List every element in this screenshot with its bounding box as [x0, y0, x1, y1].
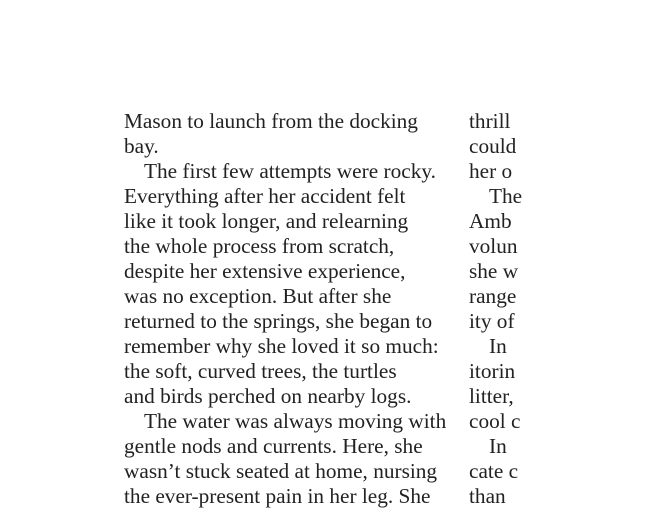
text-line: gentle nods and currents. Here, she — [124, 434, 423, 458]
text-line: despite her extensive experience, — [124, 259, 406, 283]
text-line: returned to the springs, she began to — [124, 309, 433, 333]
text-line: could — [469, 134, 517, 158]
text-line: bay. — [124, 134, 159, 158]
text-column-left — [124, 109, 447, 509]
text-line: thrill — [469, 109, 511, 133]
text-line: was no exception. But after she — [124, 284, 392, 308]
text-line: the soft, curved trees, the turtles — [124, 359, 397, 383]
text-line: litter, — [469, 384, 514, 408]
text-line: wasn’t stuck seated at home, nursing — [124, 459, 438, 483]
text-line: she w — [469, 259, 519, 283]
text-line: Amb — [469, 209, 512, 233]
text-line: than — [469, 484, 506, 508]
text-line: cate c — [469, 459, 519, 483]
text-line: and birds perched on nearby logs. — [124, 384, 412, 408]
text-line: The — [489, 184, 523, 208]
text-line: In — [489, 334, 507, 358]
text-line: itorin — [469, 359, 516, 383]
text-line: Everything after her accident felt — [124, 184, 406, 208]
text-column-right — [469, 109, 669, 509]
text-line: her o — [469, 159, 513, 183]
text-line: In — [489, 434, 507, 458]
text-line: volun — [469, 234, 518, 258]
text-line: Mason to launch from the docking — [124, 109, 418, 133]
text-line: the ever-present pain in her leg. She — [124, 484, 431, 508]
text-line: ity of — [469, 309, 515, 333]
text-line: The water was always moving with — [144, 409, 447, 433]
text-line: cool c — [469, 409, 521, 433]
text-line: range — [469, 284, 517, 308]
text-line: The first few attempts were rocky. — [144, 159, 436, 183]
text-line: the whole process from scratch, — [124, 234, 395, 258]
text-line: remember why she loved it so much: — [124, 334, 439, 358]
text-line: like it took longer, and relearning — [124, 209, 409, 233]
